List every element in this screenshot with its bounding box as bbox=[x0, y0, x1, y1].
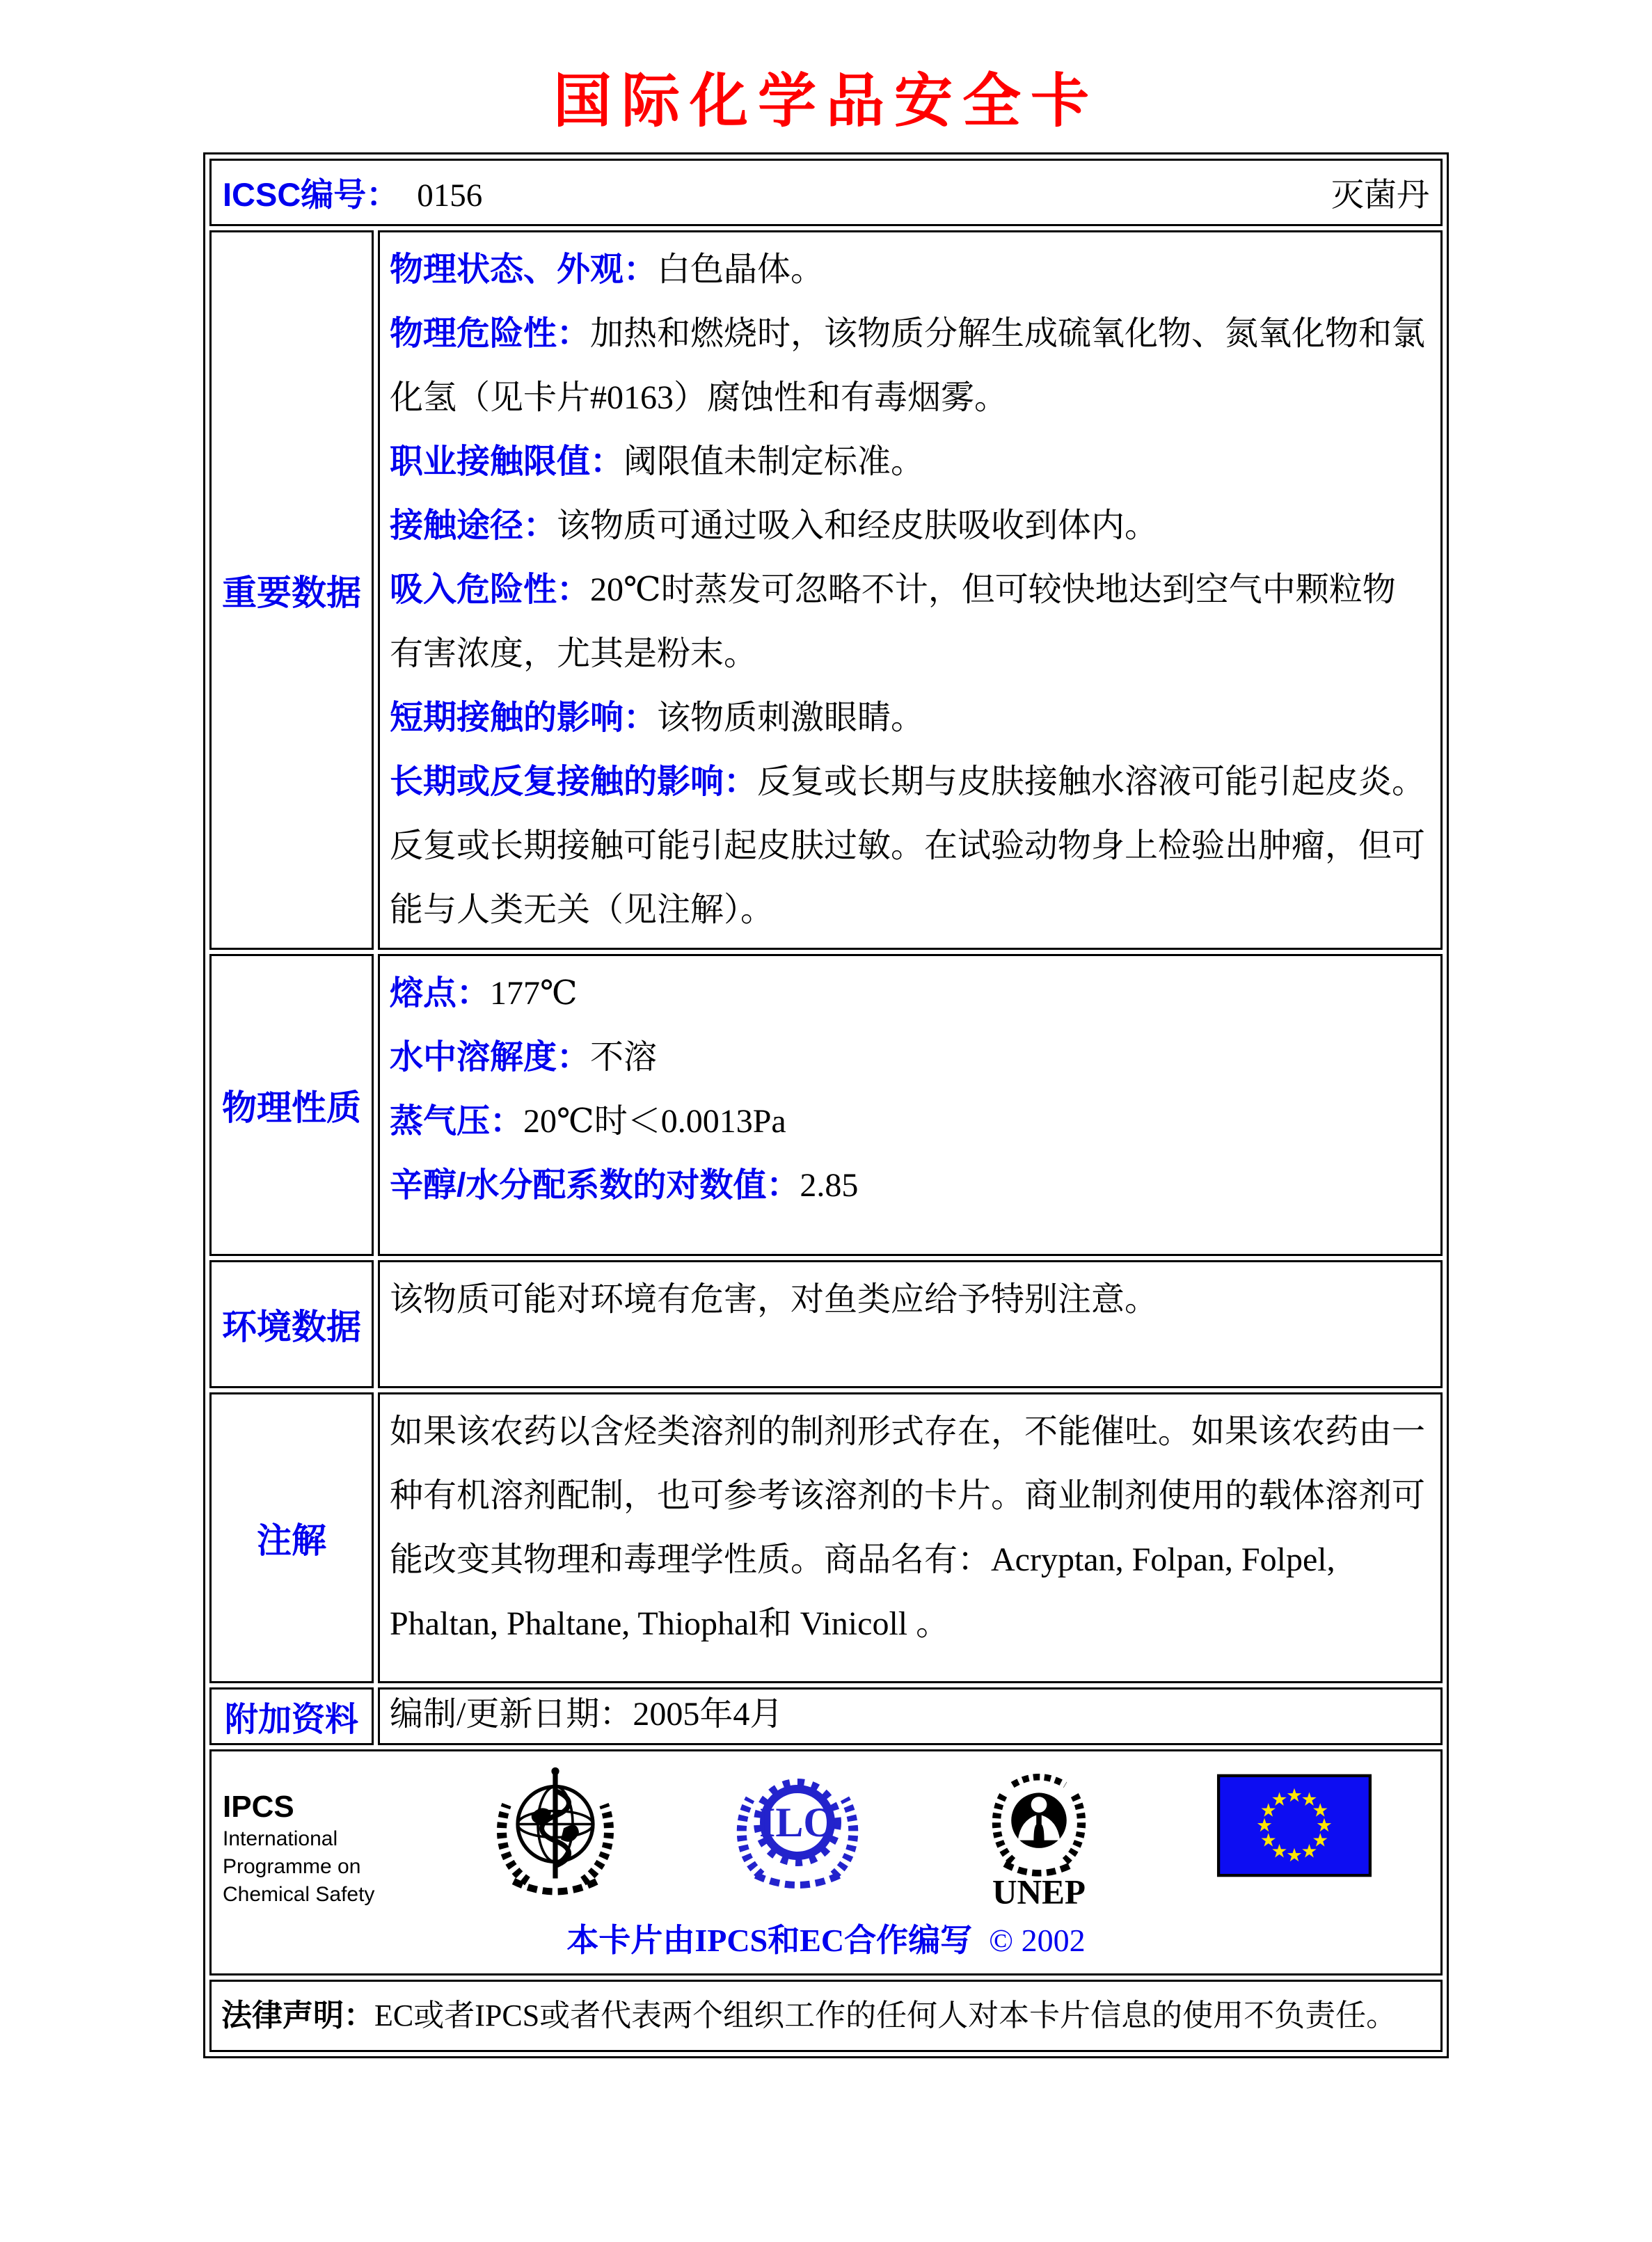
item-label: 物理状态、外观： bbox=[390, 251, 658, 288]
section-content-additional-info bbox=[378, 1687, 1443, 1745]
ipcs-line: Chemical Safety bbox=[223, 1883, 375, 1906]
section-label-additional-info: 附加资料 bbox=[209, 1687, 374, 1745]
credit-text: 本卡片由IPCS和EC合作编写 bbox=[566, 1923, 973, 1958]
ilo-logo-icon bbox=[728, 1761, 867, 1897]
item-text: 该物质可通过吸入和经皮肤吸收到体内。 bbox=[557, 507, 1159, 544]
ipcs-line: International bbox=[223, 1827, 338, 1850]
item-text: 白色晶体。 bbox=[657, 251, 825, 288]
section-label-important-data: 重要数据 bbox=[209, 230, 374, 950]
ipcs-line: Programme on bbox=[223, 1855, 361, 1878]
item-label: 吸入危险性： bbox=[390, 571, 591, 608]
ipcs-text-block bbox=[223, 1761, 426, 1909]
icsc-number-value: 0156 bbox=[417, 177, 483, 214]
important-item bbox=[390, 558, 1428, 686]
item-text: 加热和燃烧时，该物质分解生成硫氧化物、氮氧化物和氯化氢（见卡片#0163）腐蚀性和有毒烟雾。 bbox=[390, 315, 1426, 416]
section-content-environmental-data bbox=[378, 1260, 1443, 1388]
header-row bbox=[209, 159, 1443, 226]
item-text: 2.85 bbox=[800, 1167, 859, 1204]
section-label-notes: 注解 bbox=[209, 1392, 374, 1683]
important-item bbox=[390, 238, 1428, 302]
item-label: 蒸气压： bbox=[390, 1103, 524, 1140]
item-label: 职业接触限值： bbox=[390, 443, 624, 480]
important-item bbox=[390, 302, 1428, 430]
item-label: 水中溶解度： bbox=[390, 1039, 591, 1076]
important-item bbox=[390, 750, 1428, 942]
item-label: 长期或反复接触的影响： bbox=[390, 763, 758, 800]
section-content-notes bbox=[378, 1392, 1443, 1683]
section-content-important-data bbox=[378, 230, 1443, 950]
icsc-number-group bbox=[223, 169, 482, 216]
important-item bbox=[390, 686, 1428, 750]
copyright-text: © 2002 bbox=[989, 1923, 1086, 1958]
important-item bbox=[390, 430, 1428, 494]
icsc-number-label: ICSC编号： bbox=[223, 176, 399, 213]
organizations-banner bbox=[209, 1749, 1443, 1975]
item-label: 辛醇/水分配系数的对数值： bbox=[390, 1167, 800, 1204]
item-text: 20℃时蒸发可忽略不计，但可较快地达到空气中颗粒物有害浓度，尤其是粉末。 bbox=[390, 571, 1396, 672]
chemical-name: 灭菌丹 bbox=[1331, 177, 1429, 214]
ipcs-acronym: IPCS bbox=[223, 1790, 294, 1824]
additional-text: 编制/更新日期：2005年4月 bbox=[390, 1696, 784, 1733]
item-text: 该物质刺激眼睛。 bbox=[657, 699, 925, 736]
item-text: 阈限值未制定标准。 bbox=[624, 443, 925, 480]
icsc-card-table bbox=[203, 152, 1449, 2058]
physical-item bbox=[390, 1154, 1428, 1218]
item-text: 反复或长期与皮肤接触水溶液可能引起皮炎。反复或长期接触可能引起皮肤过敏。在试验动物身上检验出肿瘤，但可能与人类无关（见注解）。 bbox=[390, 763, 1426, 928]
physical-item bbox=[390, 1090, 1428, 1154]
legal-text: EC或者IPCS或者代表两个组织工作的任何人对本卡片信息的使用不负责任。 bbox=[374, 1998, 1397, 2033]
item-label: 熔点： bbox=[390, 975, 491, 1012]
item-label: 物理危险性： bbox=[390, 315, 591, 352]
legal-label: 法律声明： bbox=[221, 1998, 374, 2033]
environment-text: 该物质可能对环境有危害，对鱼类应给予特别注意。 bbox=[390, 1281, 1159, 1318]
notes-text: 如果该农药以含烃类溶剂的制剂形式存在，不能催吐。如果该农药由一种有机溶剂配制，也可参考该溶剂的卡片。商业制剂使用的载体溶剂可能改变其物理和毒理学性质。商品名有：Acryptan, Folpan, Folpel, Phaltan, Phaltane, Thiophal和 Vinicoll 。 bbox=[390, 1413, 1426, 1642]
eu-flag-icon bbox=[1216, 1774, 1372, 1881]
item-text: 不溶 bbox=[590, 1039, 658, 1076]
section-content-physical-properties bbox=[378, 954, 1443, 1256]
item-text: 20℃时＜0.0013Pa bbox=[523, 1103, 786, 1140]
unep-caption: UNEP bbox=[992, 1873, 1086, 1909]
page-title: 国际化学品安全卡 bbox=[553, 70, 1099, 134]
legal-disclaimer-row bbox=[209, 1980, 1443, 2052]
unep-logo-icon bbox=[973, 1761, 1105, 1912]
item-label: 接触途径： bbox=[390, 507, 557, 544]
svg-text:ILO: ILO bbox=[759, 1799, 836, 1845]
who-logo-icon bbox=[486, 1761, 625, 1907]
item-text: 177℃ bbox=[490, 975, 578, 1012]
important-item bbox=[390, 494, 1428, 558]
item-label: 短期接触的影响： bbox=[390, 699, 658, 736]
credit-line bbox=[223, 1915, 1429, 1961]
section-label-physical-properties: 物理性质 bbox=[209, 954, 374, 1256]
section-label-environmental-data: 环境数据 bbox=[209, 1260, 374, 1388]
physical-item bbox=[390, 1026, 1428, 1090]
physical-item bbox=[390, 962, 1428, 1026]
